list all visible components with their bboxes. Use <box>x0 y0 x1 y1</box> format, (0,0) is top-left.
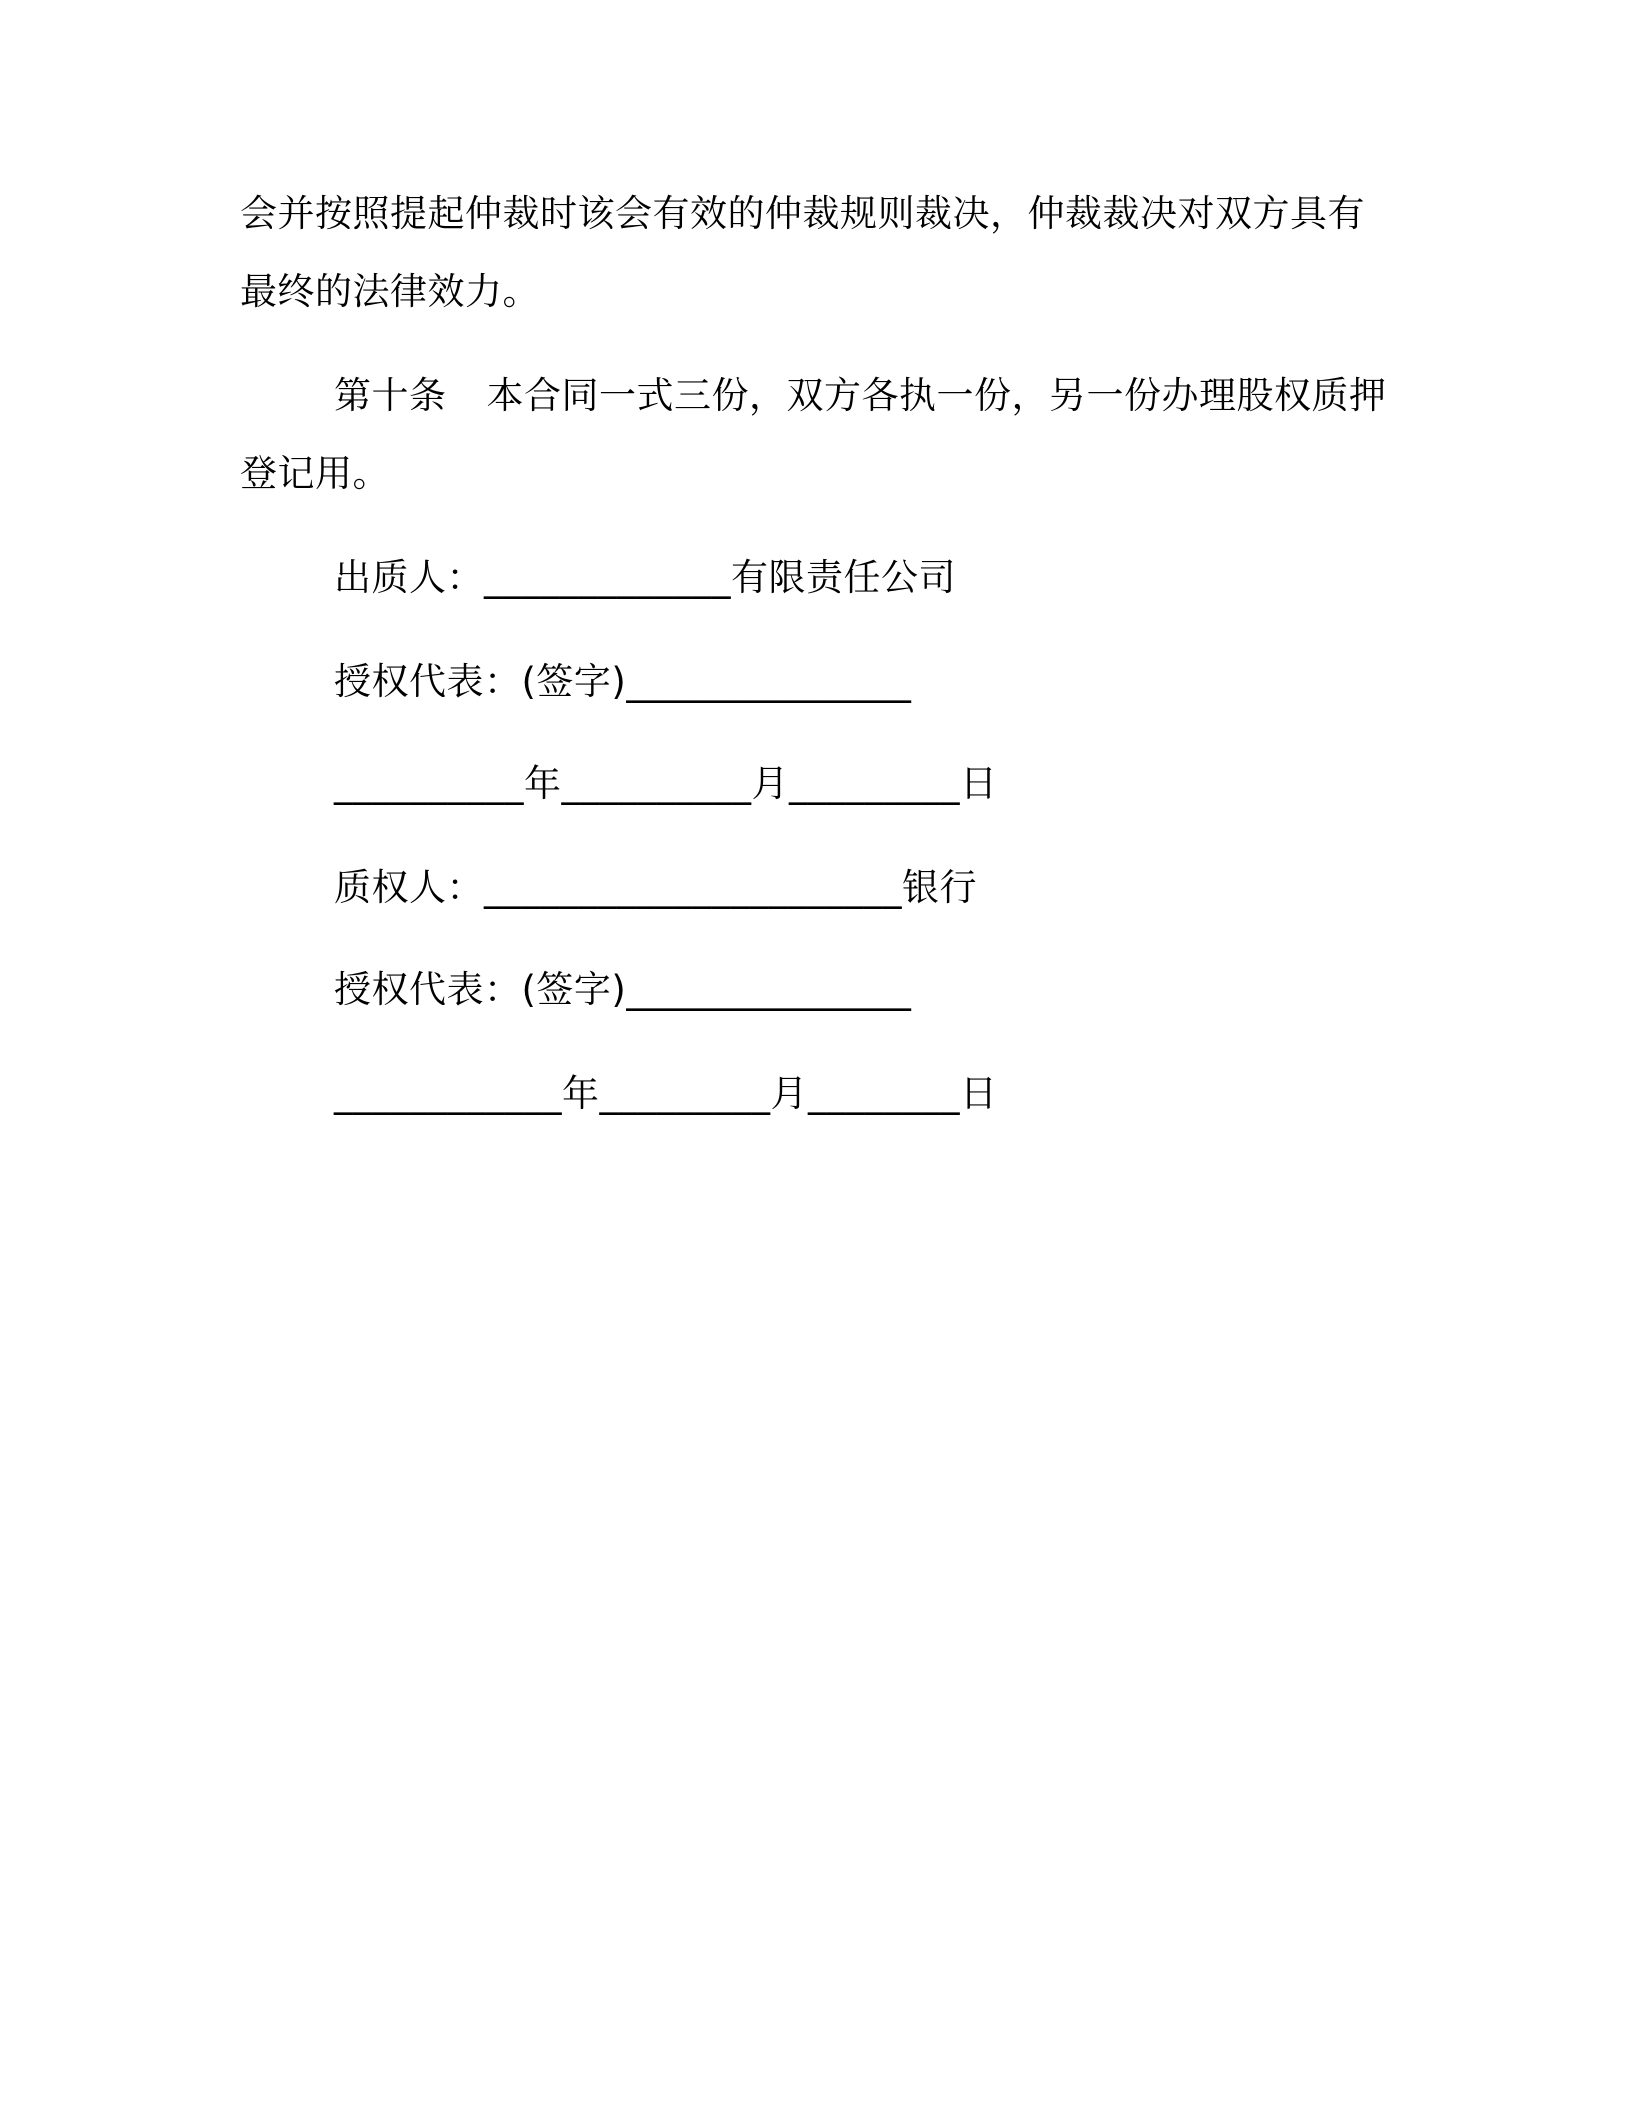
article-10-heading: 第十条 <box>334 374 447 417</box>
pledgee-representative-line: 授权代表：(签字)_______________ <box>334 968 912 1011</box>
article-10-line-2: 登记用。 <box>240 452 390 495</box>
arbitration-clause-line-2: 最终的法律效力。 <box>240 270 540 313</box>
pledgee-signature-line: 质权人：______________________银行 <box>334 866 977 909</box>
pledgor-signature-line: 出质人：_____________有限责任公司 <box>334 556 956 599</box>
article-10-line-1 <box>334 372 1387 420</box>
pledgee-date-line: ____________年_________月________日 <box>334 1072 998 1115</box>
arbitration-clause-line-1: 会并按照提起仲裁时该会有效的仲裁规则裁决，仲裁裁决对双方具有 <box>240 192 1365 235</box>
pledgor-representative-line: 授权代表：(签字)_______________ <box>334 660 912 703</box>
pledgor-date-line: __________年__________月_________日 <box>334 762 998 805</box>
article-10-text: 本合同一式三份，双方各执一份，另一份办理股权质押 <box>486 374 1387 417</box>
